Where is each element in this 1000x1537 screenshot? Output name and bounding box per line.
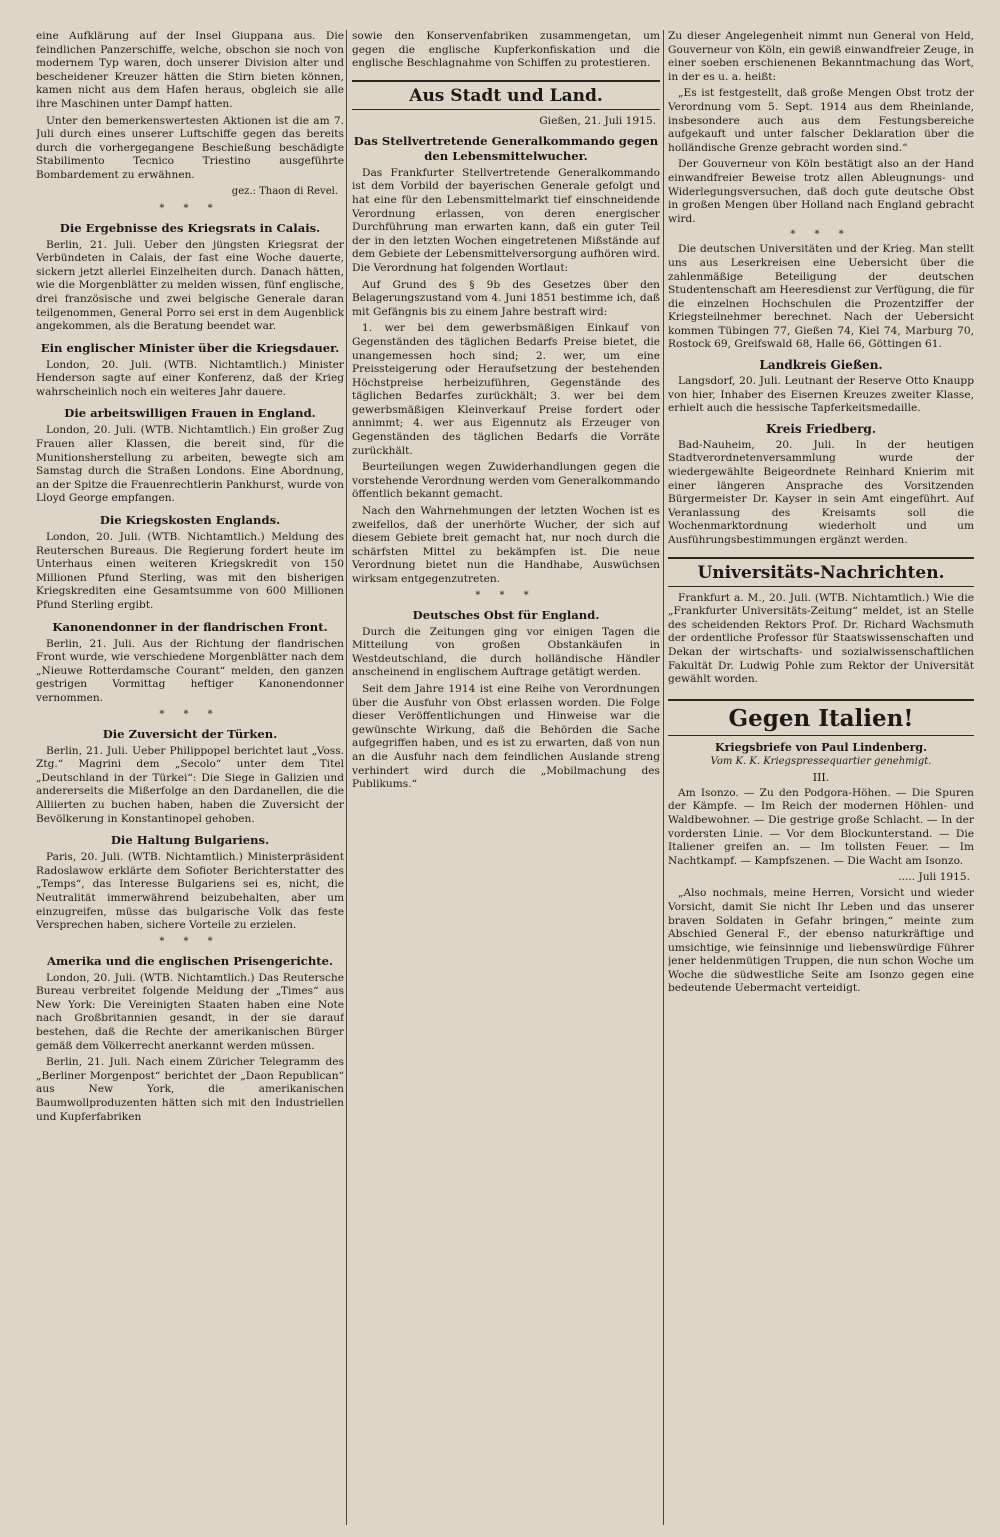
article-text: Die deutschen Universitäten und der Krieg. Man stellt uns aus Leserkreisen eine Uebersicht über die zahlenmäßige Beteiligung der deutschen Studentenschaft am Heeresdienst zur Verfügung, die für die einzelnen Hochschulen die Prozentziffer der Kriegsteilnehmer berechnet. Nach der Uebersicht kommen Tübingen 77, Gießen 74, Kiel 74, Marburg 70, Rostock 69, Greifswald 68, Halle 66, Göttingen 61. bbox=[668, 243, 974, 351]
column-1 bbox=[36, 30, 344, 1525]
dateline: Gießen, 21. Juli 1915. bbox=[539, 114, 656, 127]
article-title: Die Ergebnisse des Kriegsrats in Calais. bbox=[59, 220, 321, 235]
subsection-title: Landkreis Gießen. bbox=[759, 358, 883, 373]
article-text: London, 20. Juli. (WTB. Nichtamtlich.) Das Reutersche Bureau verbreitet folgende Meldung der „Times“ aus New York: Die Vereinigten Staaten haben eine Note nach Großbritannien gesandt, in der sie darauf bestehen, daß die Rechte der amerikanischen Bürger gemäß dem Völkerrecht anerkannt werden müssen. bbox=[36, 971, 344, 1052]
intro-paragraph: eine Aufklärung auf der Insel Giuppana aus. Die feindlichen Panzerschiffe, welche, obschon sie noch von modernem Typ waren, doch unserer Division alter und bescheidener Kreuzer hätten die Stirn bieten können, kamen nicht aus dem Hafen heraus, obgleich sie alle ihre Maschinen unter Dampf hatten. bbox=[36, 30, 344, 110]
article-text: Auf Grund des § 9b des Gesetzes über den Belagerungszustand vom 4. Juni 1851 bestimme ich, daß mit Gefängnis bis zu einem Jahre bestraft wird: bbox=[352, 278, 660, 318]
article-summary: Am Isonzo. — Zu den Podgora-Höhen. — Die Spuren der Kämpfe. — Im Reich der modernen Höhlen- und Waldbewohner. — Die gestrige große Schlacht. — In der vordersten Linie. — Vor dem Blockunterstand. — Die Italiener greifen an. — Im tollsten Feuer. — Im Nachtkampf. — Kampfszenen. — Die Wacht am Isonzo. bbox=[668, 786, 974, 867]
section-heading-italy: Gegen Italien! bbox=[668, 699, 974, 736]
byline: Kriegsbriefe von Paul Lindenberg. bbox=[715, 740, 927, 754]
article-text: Berlin, 21. Juli. Ueber den jüngsten Kriegsrat der Verbündeten in Calais, der fast eine Woche dauerte, sickern jetzt allerlei Einzelheiten durch. Danach hätten, wie die Morgenblätter zu melden wissen, fünf englische, drei französische und zwei belgische Generale daran teilgenommen, General Porro sei erst in dem Augenblick angekommen, als die Beratung beendet war. bbox=[36, 238, 344, 333]
article-text: Bad-Nauheim, 20. Juli. In der heutigen Stadtverordnetenversammlung wurde der wiedergewählte Beigeordnete Reinhard Knierim mit einer längeren Ansprache des Vorsitzenden Bürgermeister Dr. Kayser in sein Amt eingeführt. Auf Veranlassung des Kreisamts soll die Wochenmarktordnung wiederholt und um Ausführungsbestimmungen ergänzt werden. bbox=[668, 438, 974, 546]
article-text: Langsdorf, 20. Juli. Leutnant der Reserve Otto Knaupp von hier, Inhaber des Eisernen Kreuzes zweiter Klasse, erhielt auch die hessische Tapferkeitsmedaille. bbox=[668, 375, 974, 415]
article-text: Paris, 20. Juli. (WTB. Nichtamtlich.) Ministerpräsident Radoslawow erklärte dem Sofioter Berichterstatter des „Temps“, das Interesse Bulgariens sei es, nicht, die Neutralität immerwährend beizubehalten, aber um einzugreifen, müsse das bulgarische Volk das feste Versprechen haben, sichere Vorteile zu erzielen. bbox=[36, 851, 344, 932]
intro-paragraph: Zu dieser Angelegenheit nimmt nun General von Held, Gouverneur von Köln, ein gewiß einwandfreier Zeuge, in einer soeben erschienenen Bekanntmachung das Wort, in der es u. a. heißt: bbox=[668, 30, 974, 83]
article-title: Deutsches Obst für England. bbox=[412, 607, 600, 622]
article-text: Durch die Zeitungen ging vor einigen Tagen die Mitteilung von großen Obstankäufen in Westdeutschland, die durch holländische Händler anscheinend in englischem Auftrage getätigt werden. bbox=[352, 625, 660, 679]
byline-note: Vom K. K. Kriegspressequartier genehmigt. bbox=[710, 755, 932, 767]
article-text: London, 20. Juli. (WTB. Nichtamtlich.) Meldung des Reuterschen Bureaus. Die Regierung fordert heute im Unterhaus einen weiteren Kriegskredit von 150 Millionen Pfund Sterling, was mit den bisherigen Kriegskrediten eine Gesamtsumme von 600 Millionen Pfund Sterling ergibt. bbox=[36, 531, 344, 611]
article-text: Berlin, 21. Juli. Nach einem Züricher Telegramm des „Berliner Morgenpost“ berichtet der „Daon Republican“ aus New York, die amerikanischen Baumwollproduzenten hätten sich mit den Industriellen und Kupferfabriken bbox=[36, 1056, 344, 1123]
dateline: ..... Juli 1915. bbox=[898, 871, 970, 884]
separator-stars: * * * bbox=[159, 708, 221, 720]
article-text: Das Frankfurter Stellvertretende Generalkommando ist dem Vorbild der bayerischen Generale gefolgt und hat eine für den Lebensmittelmarkt tief einschneidende Verordnung erlassen, von deren energischer Durchführung man erwarten kann, daß ein guter Teil der in den letzten Wochen eingetretenen Mißstände auf dem Gebiete der Lebensmittelversorgung aufhören wird. Die Verordnung hat folgenden Wortlaut: bbox=[352, 166, 660, 274]
column-2 bbox=[352, 30, 660, 1525]
article-title: Die Haltung Bulgariens. bbox=[110, 833, 270, 848]
separator-stars: * * * bbox=[475, 589, 537, 601]
article-title: Kanonendonner in der flandrischen Front. bbox=[52, 619, 328, 634]
article-title: Amerika und die englischen Prisengerichte. bbox=[46, 953, 334, 968]
section-heading-local: Aus Stadt und Land. bbox=[352, 80, 660, 110]
article-title: Ein englischer Minister über die Kriegsdauer. bbox=[40, 340, 340, 355]
article-text: Seit dem Jahre 1914 ist eine Reihe von Verordnungen über die Ausfuhr von Obst erlassen worden. Die Folge dieser Veröffentlichungen und Hinweise war die gewünschte Wirkung, daß die Behörden die Sache aufgegriffen haben, und es ist zu erwarten, daß von nun an die Ausfuhr nach dem feindlichen Auslande streng verhindert wird durch die „Mobilmachung des Publikums.“ bbox=[352, 682, 660, 791]
article-title: Die arbeitswilligen Frauen in England. bbox=[64, 406, 316, 421]
article-title: Die Zuversicht der Türken. bbox=[102, 726, 278, 741]
article-text: Beurteilungen wegen Zuwiderhandlungen gegen die vorstehende Verordnung werden vom Generalkommando öffentlich bekannt gemacht. bbox=[352, 461, 660, 501]
signature: gez.: Thaon di Revel. bbox=[231, 185, 338, 197]
separator-stars: * * * bbox=[790, 229, 852, 241]
intro-paragraph: sowie den Konservenfabriken zusammengetan, um gegen die englische Kupferkonfiskation und die englische Beschlagnahme von Schiffen zu protestieren. bbox=[352, 30, 660, 70]
separator-stars: * * * bbox=[159, 202, 221, 214]
article-text: Berlin, 21. Juli. Aus der Richtung der flandrischen Front wurde, wie verschiedene Morgenblätter nach dem „Nieuwe Rotterdamsche Courant“ melden, den ganzen gestrigen Vormittag heftiger Kanonendonner vernommen. bbox=[36, 637, 344, 704]
quote-paragraph: „Es ist festgestellt, daß große Mengen Obst trotz der Verordnung vom 5. Sept. 1914 aus dem Rheinlande, insbesondere auch aus dem Festungsbereiche aufgekauft und unter falscher Deklaration über die holländische Grenze gebracht worden sind.“ bbox=[668, 87, 974, 154]
column-divider bbox=[346, 30, 347, 1525]
column-3 bbox=[668, 30, 974, 1525]
article-title: Das Stellvertretende Generalkommando gegen den Lebensmittelwucher. bbox=[353, 133, 659, 163]
article-text: „Also nochmals, meine Herren, Vorsicht und wieder Vorsicht, damit Sie nicht Ihr Leben und das unserer braven Soldaten in Gefahr bringen,“ meinte zum Abschied General F., der ebenso naturkräftige und umsichtige, wie feinsinnige und liebenswürdige Führer jener heldenmütigen Truppen, die nun schon Woche um Woche die südwestliche Seite am Isonzo gegen eine bedeutende Uebermacht verteidigt. bbox=[668, 887, 974, 995]
intro-paragraph: Unter den bemerkenswertesten Aktionen ist die am 7. Juli durch eines unserer Luftschiffe gegen das bereits durch die vorhergegangene Beschießung beschädigte Stabilimento Tecnico Triestino ausgeführte Bombardement zu erwähnen. bbox=[36, 114, 344, 181]
article-title: Die Kriegskosten Englands. bbox=[99, 513, 281, 528]
part-number: III. bbox=[812, 770, 830, 784]
article-text: London, 20. Juli. (WTB. Nichtamtlich.) Ein großer Zug Frauen aller Klassen, die bereit sind, für die Munitionsherstellung zu arbeiten, bewegte sich am Samstag durch die Straßen Londons. Eine Abordnung, an der Spitze die Frauenrechtlerin Pankhurst, wurde von Lloyd George empfangen. bbox=[36, 424, 344, 505]
article-text: London, 20. Juli. (WTB. Nichtamtlich.) Minister Henderson sagte auf einer Konferenz, daß der Krieg wahrscheinlich noch ein weiteres Jahr dauere. bbox=[36, 358, 344, 398]
article-text: 1. wer bei dem gewerbsmäßigen Einkauf von Gegenständen des täglichen Bedarfs Preise bietet, die unangemessen hoch sind; 2. wer, um eine Preissteigerung oder Heraufsetzung der bestehenden Höchstpreise herbeizuführen, Gegenstände des täglichen Bedarfes zurückhält; 3. wer bei dem gewerbsmäßigen Kleinverkauf Preise fordert oder annimmt; 4. wer aus Eigennutz als Erzeuger von Gegenständen des täglichen Bedarfs die Vorräte zurückhält. bbox=[352, 322, 660, 457]
article-text: Der Gouverneur von Köln bestätigt also an der Hand einwandfreier Beweise trotz allen Ableugnungs- und Widerlegungsversuchen, daß doch gute deutsche Obst in großen Mengen über Holland nach England gebracht wird. bbox=[668, 158, 974, 225]
article-text: Nach den Wahrnehmungen der letzten Wochen ist es zweifellos, daß der unerhörte Wucher, der sich auf diesem Gebiete breit gemacht hat, nur noch durch die schärfsten Mittel zu bekämpfen ist. Die neue Verordnung bietet nun die Handhabe, Auswüchsen wirksam entgegenzutreten. bbox=[352, 505, 660, 585]
separator-stars: * * * bbox=[159, 935, 221, 947]
section-heading-university: Universitäts-Nachrichten. bbox=[668, 557, 974, 587]
subsection-title: Kreis Friedberg. bbox=[765, 421, 876, 436]
article-text: Berlin, 21. Juli. Ueber Philippopel berichtet laut „Voss. Ztg.“ Magrini dem „Secolo“ unter dem Titel „Deutschland in der Türkei“: Die Siege in Galizien und andererseits die Mißerfolge an den Dardanellen, die die Alliierten zu buchen haben, haben die Zuversicht der Bevölkerung in Konstantinopel gehoben. bbox=[36, 744, 344, 825]
article-text: Frankfurt a. M., 20. Juli. (WTB. Nichtamtlich.) Wie die „Frankfurter Universitäts-Zeitung“ meldet, ist an Stelle des scheidenden Rektors Prof. Dr. Richard Wachsmuth der ordentliche Professor für Staatswissenschaften und Dekan der wirtschafts- und sozialwissenschaftlichen Fakultät Dr. Ludwig Pohle zum Rektor der Universität gewählt worden. bbox=[668, 591, 974, 686]
column-divider bbox=[663, 30, 664, 1525]
